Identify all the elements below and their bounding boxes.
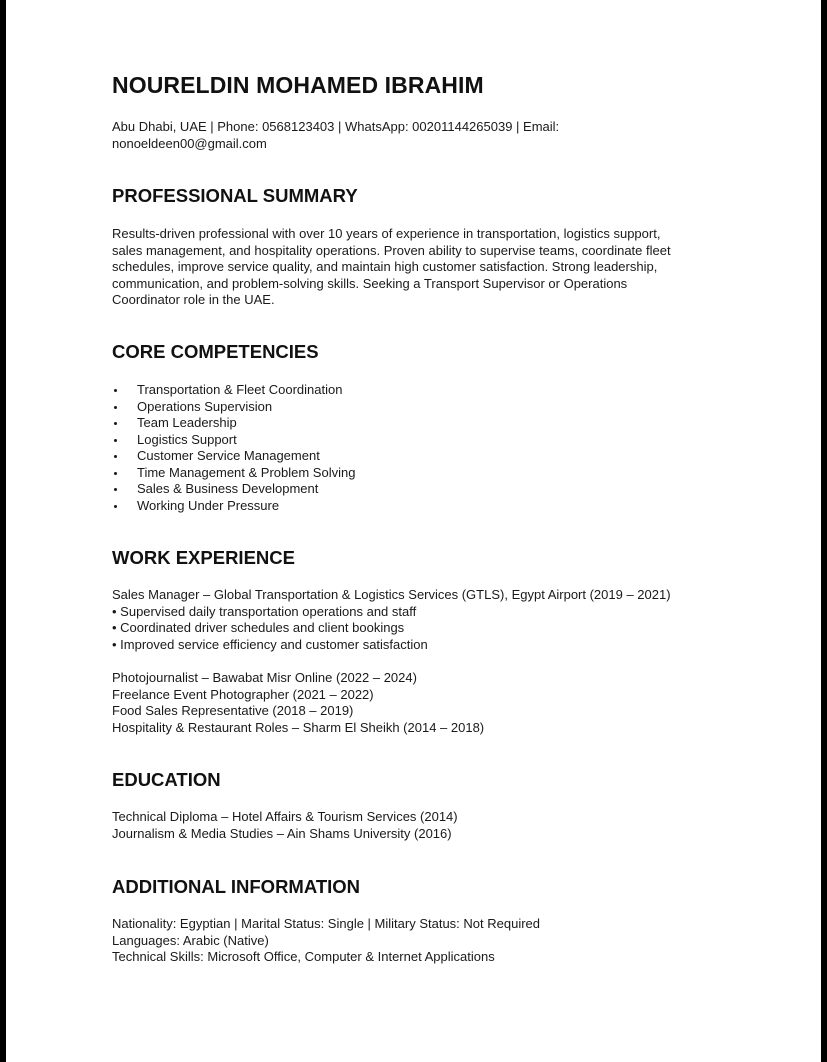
summary-heading: PROFESSIONAL SUMMARY: [112, 185, 358, 206]
list-item: Team Leadership: [112, 415, 355, 432]
additional-item: Languages: Arabic (Native): [112, 932, 269, 948]
list-item: Transportation & Fleet Coordination: [112, 382, 355, 399]
contact-info: [112, 119, 712, 152]
main-role-block: [112, 587, 671, 653]
competencies-heading: CORE COMPETENCIES: [112, 341, 319, 362]
education-item: Technical Diploma – Hotel Affairs & Tourism Services (2014): [112, 809, 458, 824]
experience-heading: WORK EXPERIENCE: [112, 547, 295, 568]
summary-line: communication, and problem-solving skills. Seeking a Transport Supervisor or Operations: [112, 275, 628, 291]
role-item: Freelance Event Photographer (2021 – 2022): [112, 686, 374, 702]
list-item: Sales & Business Development: [112, 481, 355, 498]
additional-item: Technical Skills: Microsoft Office, Computer & Internet Applications: [112, 949, 495, 964]
additional-heading: ADDITIONAL INFORMATION: [112, 876, 361, 897]
role-item: Photojournalist – Bawabat Misr Online (2022 – 2024): [112, 670, 417, 685]
summary-line: Coordinator role in the UAE.: [112, 292, 275, 307]
summary-line: Results-driven professional with over 10 years of experience in transportation, logistics support,: [112, 226, 661, 241]
duty-item: • Supervised daily transportation operations and staff: [112, 603, 417, 619]
list-item: Operations Supervision: [112, 399, 355, 416]
list-item: Customer Service Management: [112, 448, 355, 465]
candidate-name: NOURELDIN MOHAMED IBRAHIM: [112, 72, 484, 98]
list-item: Time Management & Problem Solving: [112, 465, 355, 482]
summary-line: schedules, improve service quality, and maintain high customer satisfaction. Strong leadership,: [112, 259, 658, 274]
education-list: [112, 809, 458, 842]
competencies-list: [112, 382, 355, 514]
additional-list: [112, 916, 540, 966]
resume-page: [6, 0, 821, 1062]
education-heading: EDUCATION: [112, 769, 221, 790]
email-address: nonoeldeen00@gmail.com: [112, 135, 267, 151]
education-item: Journalism & Media Studies – Ain Shams University (2016): [112, 825, 452, 841]
list-item: Logistics Support: [112, 432, 355, 449]
other-roles-block: [112, 670, 484, 736]
list-item: Working Under Pressure: [112, 498, 355, 515]
summary-line: sales management, and hospitality operations. Proven ability to supervise teams, coordinate fleet: [112, 242, 671, 258]
role-item: Hospitality & Restaurant Roles – Sharm El Sheikh (2014 – 2018): [112, 719, 485, 735]
duty-item: • Coordinated driver schedules and client bookings: [112, 620, 405, 635]
additional-item: Nationality: Egyptian | Marital Status: Single | Military Status: Not Required: [112, 916, 540, 931]
contact-line: Abu Dhabi, UAE | Phone: 0568123403 | WhatsApp: 00201144265039 | Email:: [112, 119, 560, 134]
role-item: Food Sales Representative (2018 – 2019): [112, 703, 354, 718]
summary-text: [112, 226, 712, 309]
duty-item: • Improved service efficiency and customer satisfaction: [112, 636, 428, 652]
main-role: Sales Manager – Global Transportation & Logistics Services (GTLS), Egypt Airport (2019 – 2021): [112, 587, 671, 602]
